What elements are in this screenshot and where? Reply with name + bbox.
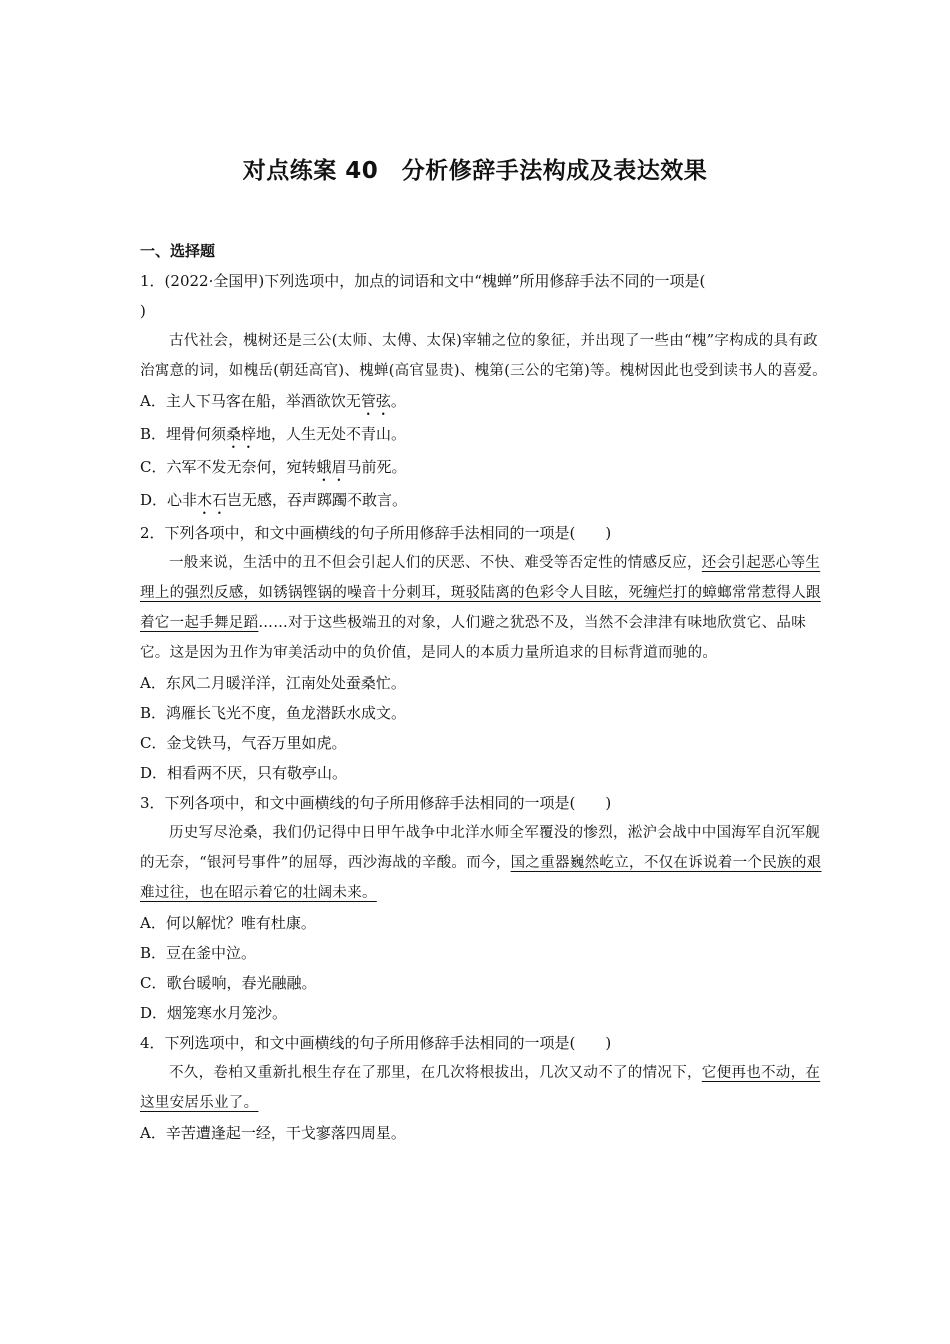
question-1-stem: 1．(2022·全国甲)下列选项中，加点的词语和文中“槐蝉”所用修辞手法不同的一项是( ) [140,272,706,320]
question-3-option-a[interactable]: A．何以解忧？唯有杜康。 [140,914,316,932]
underlined-sentence: 它便再也不动，在这里安居乐业了。 [140,1065,821,1111]
section-heading: 一、选择题 [140,242,216,260]
question-1-option-a[interactable]: A．主人下马客在船，举酒欲饮无管弦。 [140,392,406,410]
dotted-word: 桑梓 [226,425,257,443]
question-4-passage: 不久，卷柏又重新扎根生存在了那里，在几次将根拔出，几次又动不了的情况下，它便再也不动，在这里安居乐业了。 [140,1065,821,1111]
underlined-sentence: 还会引起恶心等生理上的强烈反感，如锈锅铿锅的噪音十分刺耳，斑驳陆离的色彩令人目眩，死缠烂打的蟑螂常常惹得人跟着它一起手舞足蹈 [140,555,821,631]
question-2-option-b[interactable]: B．鸿雁长飞光不度，鱼龙潜跃水成文。 [140,704,407,722]
question-2-option-c[interactable]: C．金戈铁马，气吞万里如虎。 [140,734,347,752]
question-3-option-b[interactable]: B．豆在釜中泣。 [140,944,257,962]
question-3-option-c[interactable]: C．歌台暖响，春光融融。 [140,974,317,992]
document-body [140,236,830,1148]
dotted-word: 管弦 [360,392,391,410]
question-2-passage: 一般来说，生活中的丑不但会引起人们的厌恶、不快、难受等否定性的情感反应，还会引起恶心等生理上的强烈反感，如锈锅铿锅的噪音十分刺耳，斑驳陆离的色彩令人目眩，死缠烂打的蟑螂常常惹得人跟着它一起手舞足蹈……对于这些极端丑的对象，人们避之犹恐不及，当然不会津津有味地欣赏它、品味它。这是因为丑作为审美活动中的负价值，是同人的本质力量所追求的目标背道而驰的。 [140,555,821,661]
question-2-option-d[interactable]: D．相看两不厌，只有敬亭山。 [140,764,348,782]
question-1-passage: 古代社会，槐树还是三公(太师、太傅、太保)宰辅之位的象征，并出现了一些由“槐”字构成的具有政治寓意的词，如槐岳(朝廷高官)、槐蝉(高官显贵)、槐第(三公的宅第)等。槐树因此也受到读书人的喜爱。 [140,333,827,379]
dotted-word: 木石 [197,491,228,509]
underlined-sentence: 国之重器巍然屹立，不仅在诉说着一个民族的艰难过往，也在昭示着它的壮阔未来。 [140,855,822,901]
question-3-option-d[interactable]: D．烟笼寒水月笼沙。 [140,1004,288,1022]
question-1-option-c[interactable]: C．六军不发无奈何，宛转蛾眉马前死。 [140,458,407,476]
question-2-stem: 2．下列各项中，和文中画横线的句子所用修辞手法相同的一项是( ) [140,524,612,542]
question-3-passage: 历史写尽沧桑，我们仍记得中日甲午战争中北洋水师全军覆没的惨烈，淞沪会战中中国海军自沉军舰的无奈，“银河号事件”的屈辱，西沙海战的辛酸。而今，国之重器巍然屹立，不仅在诉说着一个民族的艰难过往，也在昭示着它的壮阔未来。 [140,825,822,901]
dotted-word: 蛾眉 [316,458,347,476]
question-2-option-a[interactable]: A．东风二月暖洋洋，江南处处蚕桑忙。 [140,674,406,692]
question-4-stem: 4．下列选项中，和文中画横线的句子所用修辞手法相同的一项是( ) [140,1034,612,1052]
question-1-option-b[interactable]: B．埋骨何须桑梓地，人生无处不青山。 [140,425,407,443]
page-title: 对点练案 40 分析修辞手法构成及表达效果 [242,158,708,184]
question-3-stem: 3．下列各项中，和文中画横线的句子所用修辞手法相同的一项是( ) [140,794,612,812]
question-1-option-d[interactable]: D．心非木石岂无感，吞声踯躅不敢言。 [140,491,408,509]
question-4-option-a[interactable]: A．辛苦遭逢起一经，干戈寥落四周星。 [140,1124,406,1142]
